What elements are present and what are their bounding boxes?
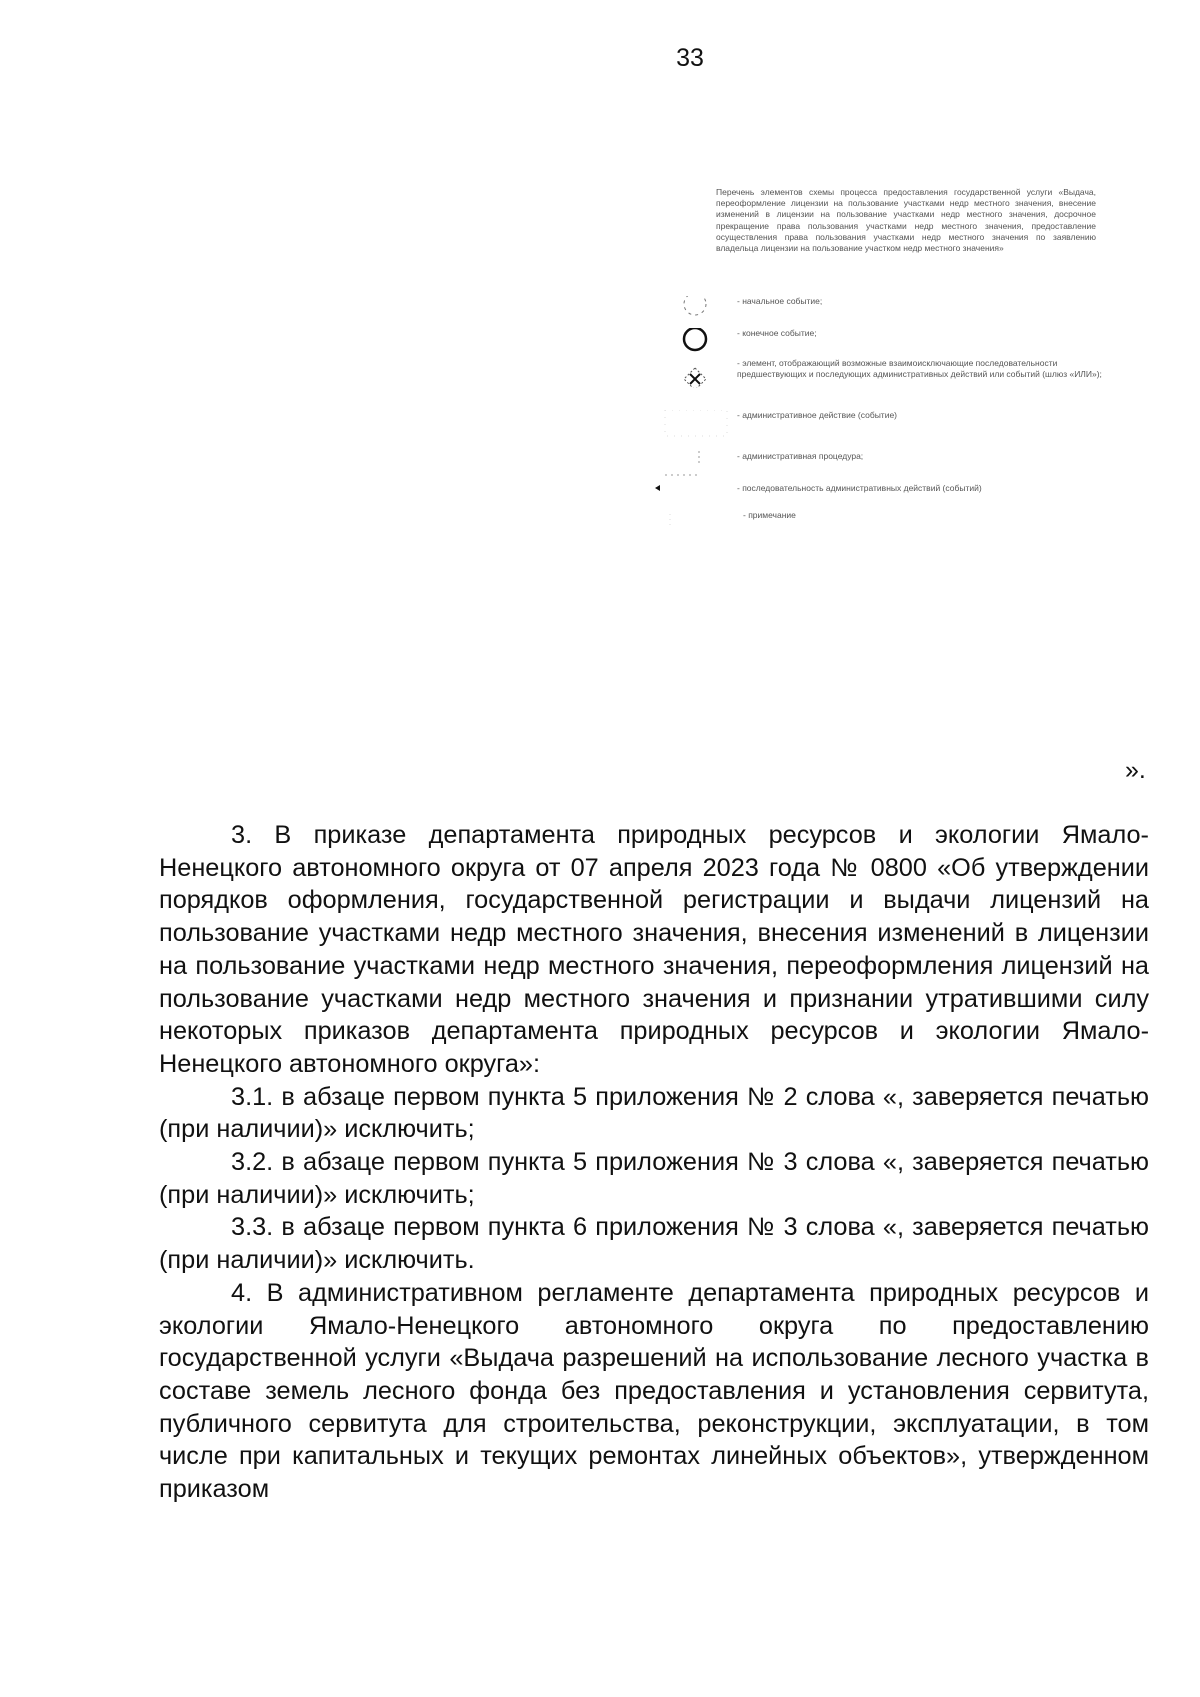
- document-body: [159, 819, 1149, 1506]
- page-number: 33: [676, 44, 704, 72]
- paragraph-3-2: 3.2. в абзаце первом пункта 5 приложения № 3 слова «, заверяется печатью (при наличии)» исключить;: [159, 1148, 1149, 1209]
- paragraph-3-3: 3.3. в абзаце первом пункта 6 приложения № 3 слова «, заверяется печатью (при наличии)» исключить.: [159, 1213, 1149, 1275]
- annotation-icon: [655, 510, 735, 540]
- legend-item-label: - административная процедура;: [737, 451, 864, 461]
- paragraph-3: 3. В приказе департамента природных ресурсов и экологии Ямало-Ненецкого автономного округа от 07 апреля 2023 года № 0800 «Об утверждении порядков оформления, государственной регистрации и выдачи лицензий на пользование участками недр местного значения, внесения изменений в лицензии на пользование участками недр местного значения, переоформления лицензий на пользование участками недр местного значения и признании утратившими силу некоторых приказов департамента природных ресурсов и экологии Ямало-Ненецкого автономного округа»:: [159, 821, 1149, 1078]
- paragraph-3-1: 3.1. в абзаце первом пункта 5 приложения № 2 слова «, заверяется печатью (при наличии)» исключить;: [159, 1082, 1149, 1144]
- task-icon: [655, 410, 735, 440]
- start-event-icon: [655, 296, 735, 326]
- legend-item-label: - последовательность административных действий (событий): [737, 483, 982, 493]
- legend-item-label: - административное действие (событие): [737, 410, 898, 420]
- closing-quote: ».: [1125, 756, 1146, 784]
- end-event-icon: [655, 328, 735, 358]
- subprocess-icon: [655, 451, 735, 481]
- legend-item-label: - конечное событие;: [737, 328, 817, 338]
- sequence-flow-icon: [655, 483, 735, 513]
- legend-item-label: - начальное событие;: [737, 296, 823, 306]
- legend-title: Перечень элементов схемы процесса предоставления государственной услуги «Выдача, переоформление лицензии на пользование участками недр местного значения, внесение изменений в лицензии на пользование участками недр местного значения, досрочное прекращение права пользования участками недр местного значения, предоставление осуществления права пользования участками недр местного значения по заявлению владельца лицензии на пользование участком недр местного значения»: [716, 187, 1096, 254]
- paragraph-4: 4. В административном регламенте департамента природных ресурсов и экологии Ямало-Ненецкого автономного округа по предоставлению государственной услуги «Выдача разрешений на использование лесного участка в составе земель лесного фонда без предоставления и установления сервитута, публичного сервитута для строительства, реконструкции, эксплуатации, в том числе при капитальных и текущих ремонтах линейных объектов», утвержденном приказом: [159, 1278, 1149, 1504]
- exclusive-gateway-icon: [655, 358, 735, 388]
- legend-item-label: - примечание: [743, 510, 796, 520]
- legend-item-label: - элемент, отображающий возможные взаимоисключающие последовательности предшествующих и последующих административных действий или событий (шлюз «ИЛИ»);: [737, 358, 1102, 379]
